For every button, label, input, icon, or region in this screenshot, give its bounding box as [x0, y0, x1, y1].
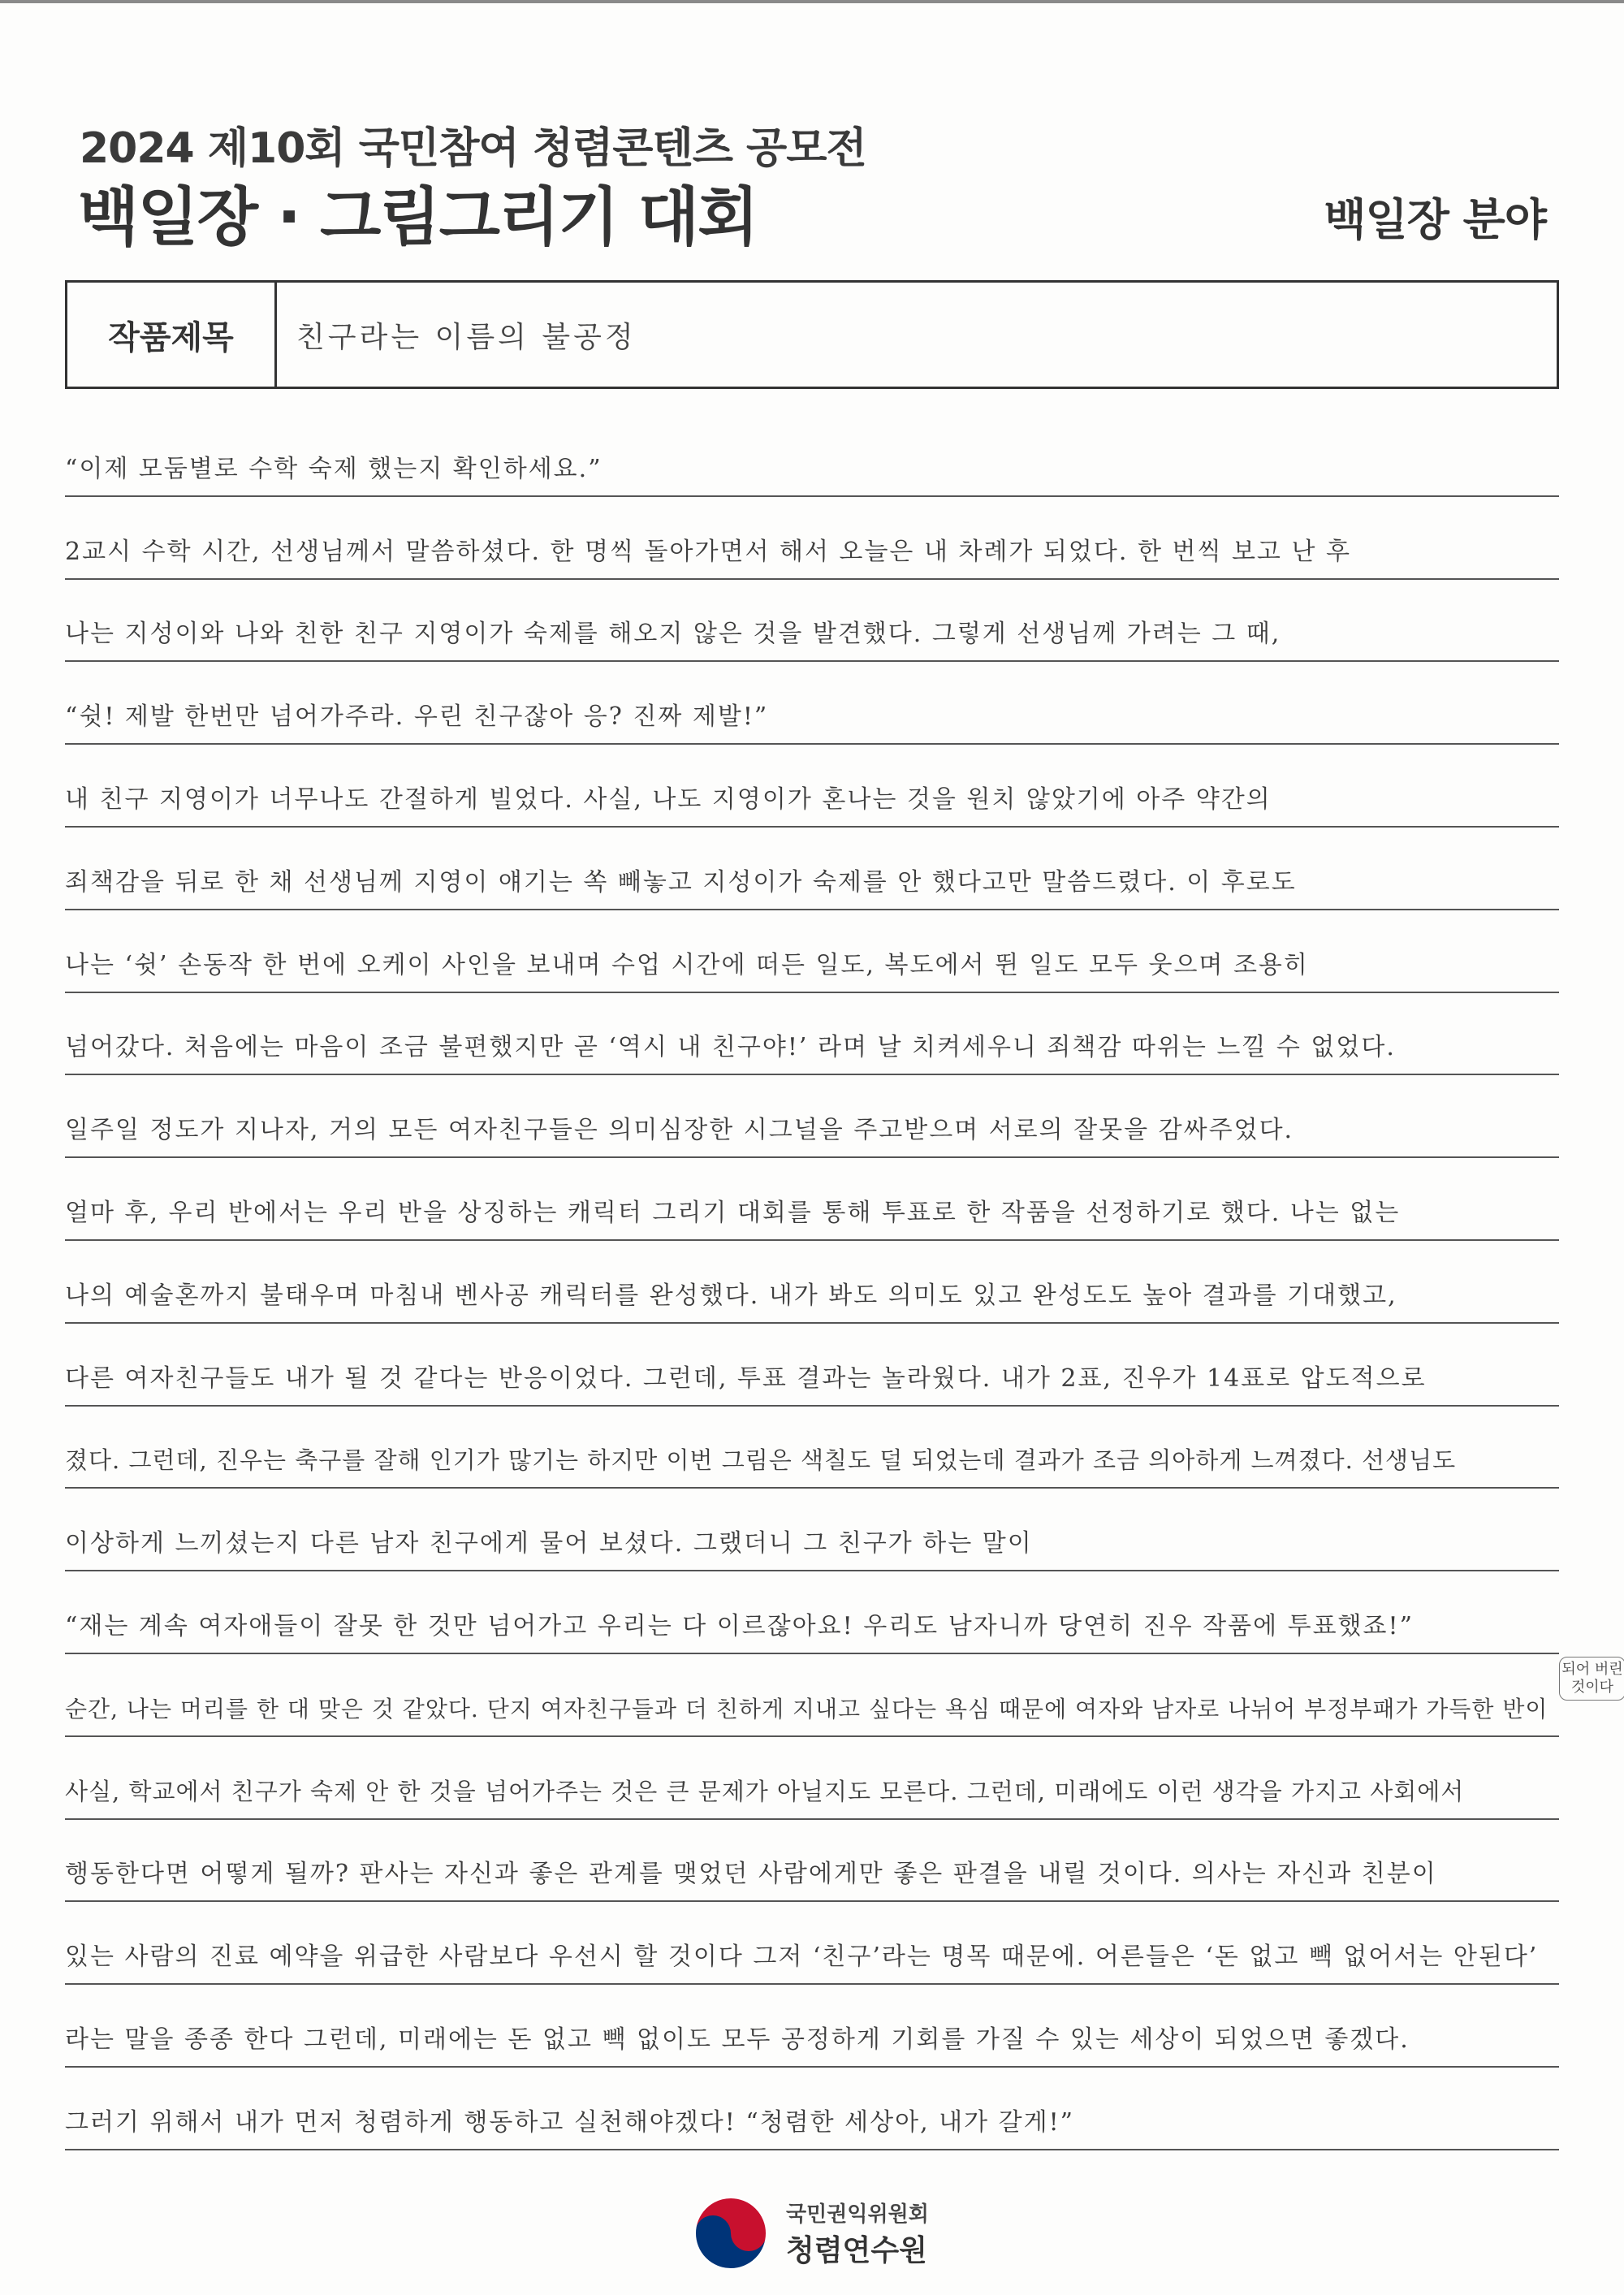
essay-line: [65, 414, 1559, 497]
essay-line: [65, 1985, 1559, 2068]
essay-line-text: 그러기 위해서 내가 먼저 청렴하게 행동하고 실천해야겠다! “청렴한 세상아, 내가 갈게!”: [65, 2107, 1075, 2137]
essay-line: [65, 2068, 1559, 2150]
essay-line: [65, 1407, 1559, 1489]
essay-line-text: 나는 ‘쉿’ 손동작 한 번에 오케이 사인을 보내며 수업 시간에 떠든 일도, 복도에서 뛴 일도 모두 웃으며 조용히: [65, 950, 1309, 979]
essay-line: [65, 1654, 1559, 1737]
category-label: 백일장 분야: [1324, 194, 1546, 245]
essay-line-text: 넘어갔다. 처음에는 마음이 조금 불편했지만 곧 ‘역시 내 친구야!’ 라며 날 치켜세우니 죄책감 따위는 느낄 수 없었다.: [65, 1033, 1396, 1062]
event-title: 백일장 · 그림그리기 대회: [78, 181, 758, 254]
essay-line-text: 내 친구 지영이가 너무나도 간절하게 빌었다. 사실, 나도 지영이가 혼나는 것을 원치 않았기에 아주 약간의: [65, 784, 1272, 814]
work-title-box: [65, 280, 1559, 389]
essay-line: [65, 1241, 1559, 1324]
essay-line: [65, 1902, 1559, 1985]
essay-line-text: 졌다. 그런데, 진우는 축구를 잘해 인기가 많기는 하지만 이번 그림은 색칠도 덜 되었는데 결과가 조금 의아하게 느껴졌다. 선생님도: [65, 1446, 1457, 1475]
work-title-label: 작품제목: [67, 283, 277, 387]
top-border: [0, 0, 1624, 3]
essay-line: [65, 580, 1559, 663]
essay-line-text: 이상하게 느끼셨는지 다른 남자 친구에게 물어 보셨다. 그랬더니 그 친구가 하는 말이: [65, 1529, 1033, 1558]
essay-line: [65, 1158, 1559, 1241]
essay-line-text: “이제 모둠별로 수학 숙제 했는지 확인하세요.”: [65, 454, 603, 483]
taegeuk-logo-icon: [690, 2193, 771, 2274]
essay-line: [65, 993, 1559, 1076]
contest-title: 2024 제10회 국민참여 청렴콘텐츠 공모전: [80, 124, 866, 173]
essay-line: [65, 1571, 1559, 1654]
essay-line-text: 순간, 나는 머리를 한 대 맞은 것 같았다. 단지 여자친구들과 더 친하게 지내고 싶다는 욕심 때문에 여자와 남자로 나뉘어 부정부패가 가득한 반이: [65, 1695, 1548, 1722]
essay-line-text: 다른 여자친구들도 내가 될 것 같다는 반응이었다. 그런데, 투표 결과는 놀라웠다. 내가 2표, 진우가 14표로 압도적으로: [65, 1364, 1427, 1393]
essay-line: [65, 497, 1559, 580]
essay-body: [65, 414, 1559, 2150]
essay-line-text: “재는 계속 여자애들이 잘못 한 것만 넘어가고 우리는 다 이르잖아요! 우리도 남자니까 당연히 진우 작품에 투표했죠!”: [65, 1611, 1414, 1640]
essay-line: [65, 1075, 1559, 1158]
footer-org-name: 국민권익위원회: [786, 2202, 929, 2227]
essay-line-text: 나의 예술혼까지 불태우며 마침내 벤사공 캐릭터를 완성했다. 내가 봐도 의미도 있고 완성도도 높아 결과를 기대했고,: [65, 1281, 1397, 1310]
essay-line: [65, 662, 1559, 745]
essay-line-text: 라는 말을 종종 한다 그런데, 미래에는 돈 없고 빽 없이도 모두 공정하게 기회를 가질 수 있는 세상이 되었으면 좋겠다.: [65, 2025, 1410, 2054]
essay-line-text: 2교시 수학 시간, 선생님께서 말씀하셨다. 한 명씩 돌아가면서 해서 오늘은 내 차례가 되었다. 한 번씩 보고 난 후: [65, 537, 1351, 566]
essay-line: [65, 1737, 1559, 1820]
essay-line-text: 일주일 정도가 지나자, 거의 모든 여자친구들은 의미심장한 시그널을 주고받으며 서로의 잘못을 감싸주었다.: [65, 1116, 1294, 1145]
essay-line-text: “쉿! 제발 한번만 넘어가주라. 우린 친구잖아 응? 진짜 제발!”: [65, 702, 769, 732]
essay-line-text: 사실, 학교에서 친구가 숙제 안 한 것을 넘어가주는 것은 큰 문제가 아닐지도 모른다. 그런데, 미래에도 이런 생각을 가지고 사회에서: [65, 1777, 1465, 1805]
essay-line-text: 죄책감을 뒤로 한 채 선생님께 지영이 얘기는 쏙 빼놓고 지성이가 숙제를 안 했다고만 말씀드렸다. 이 후로도: [65, 867, 1297, 897]
essay-line-text: 나는 지성이와 나와 친한 친구 지영이가 숙제를 해오지 않은 것을 발견했다. 그렇게 선생님께 가려는 그 때,: [65, 620, 1281, 649]
essay-line: [65, 1324, 1559, 1407]
footer: [690, 2193, 929, 2274]
essay-line: [65, 910, 1559, 993]
essay-line: [65, 1820, 1559, 1903]
essay-line: [65, 745, 1559, 828]
essay-line-text: 있는 사람의 진료 예약을 위급한 사람보다 우선시 할 것이다 그저 ‘친구’라는 명목 때문에. 어른들은 ‘돈 없고 빽 없어서는 안된다’: [65, 1943, 1539, 1972]
footer-institute-name: 청렴연수원: [786, 2234, 927, 2267]
margin-note: 되어 버린 것이다: [1559, 1657, 1624, 1701]
essay-line-text: 행동한다면 어떻게 될까? 판사는 자신과 좋은 관계를 맺었던 사람에게만 좋은 판결을 내릴 것이다. 의사는 자신과 친분이: [65, 1860, 1437, 1889]
essay-line-text: 얼마 후, 우리 반에서는 우리 반을 상징하는 캐릭터 그리기 대회를 통해 투표로 한 작품을 선정하기로 했다. 나는 없는: [65, 1198, 1401, 1227]
essay-line: [65, 1489, 1559, 1571]
essay-line: [65, 828, 1559, 910]
work-title-value: 친구라는 이름의 불공정: [296, 320, 637, 354]
